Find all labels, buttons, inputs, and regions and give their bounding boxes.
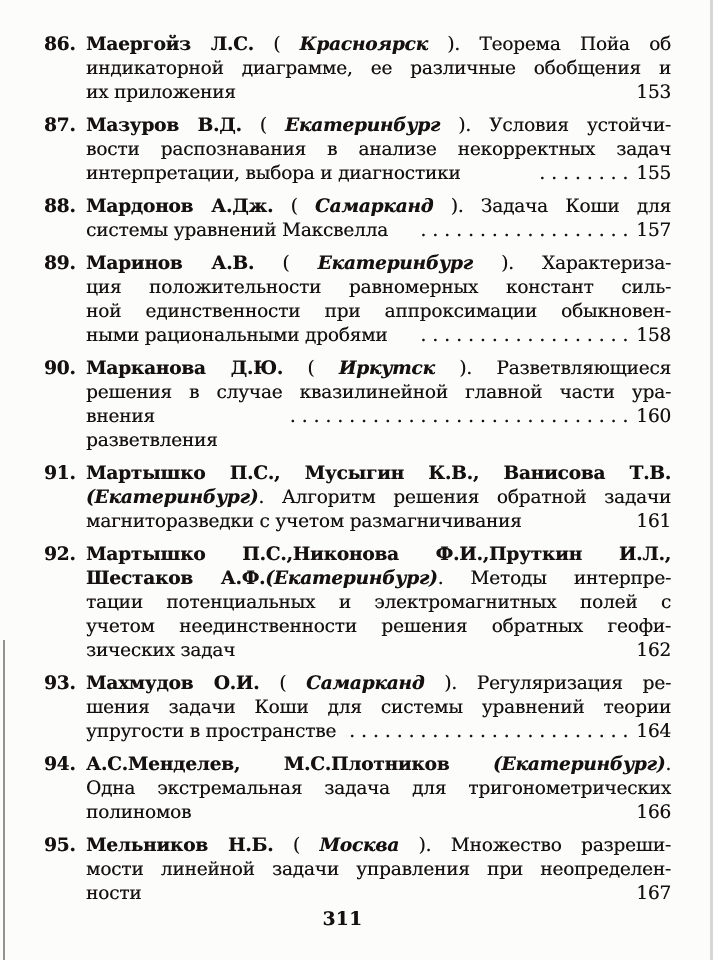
entry-body	[86, 672, 671, 744]
title-text: (	[283, 358, 339, 379]
title-text: упругости в пространстве	[86, 721, 337, 742]
dot-leader: .............................	[289, 406, 635, 427]
page-ref: 167	[636, 883, 671, 904]
title-text: внения разветвления	[86, 406, 218, 451]
author-name: А.С.Менделев, М.С.Плотников	[86, 754, 493, 775]
city-name: Екатеринбург	[284, 115, 441, 136]
title-text: ). Теорема Пойа об	[427, 34, 671, 55]
entry-number: 88.	[44, 196, 76, 217]
toc-entry	[44, 543, 713, 663]
entry-line	[86, 591, 671, 615]
title-text: ). Задача Коши для	[433, 196, 671, 217]
entry-number: 90.	[44, 358, 76, 379]
entry-body	[86, 462, 671, 534]
title-text: ности	[86, 883, 142, 904]
entry-line	[86, 834, 671, 858]
page-ref: 157	[636, 220, 671, 241]
dot-leader: ........	[539, 163, 635, 184]
page-ref: 160	[636, 406, 671, 427]
toc-entry	[44, 834, 713, 906]
toc-entry	[44, 33, 713, 105]
entry-line	[86, 138, 671, 162]
entry-number: 92.	[44, 544, 76, 565]
title-text: . Алгоритм решения обратной задачи	[258, 487, 671, 508]
toc-entry	[44, 252, 713, 348]
title-text: интерпретации, выбора и диагностики	[86, 163, 461, 184]
title-text: (	[273, 835, 320, 856]
entry-line	[86, 801, 671, 825]
author-name: Шестаков А.Ф.	[86, 568, 266, 589]
city-name: Самарканд	[315, 196, 434, 217]
page-ref: 155	[636, 163, 671, 184]
entry-number: 95.	[44, 835, 76, 856]
page-ref: 161	[636, 511, 671, 532]
title-text: магниторазведки с учетом размагничивания	[86, 511, 522, 532]
title-text: .	[665, 754, 671, 775]
author-name: Маринов А.В.	[86, 253, 255, 274]
title-text: ). Разветвляющиеся	[434, 358, 671, 379]
page-number: 311	[322, 909, 363, 930]
entry-line	[86, 543, 671, 567]
entry-line	[86, 324, 671, 348]
author-name: Марканова Д.Ю.	[86, 358, 283, 379]
entry-number: 89.	[44, 253, 76, 274]
page-ref: 153	[636, 82, 671, 103]
title-text: ). Регуляризация ре-	[424, 673, 671, 694]
author-name: Мартышко П.С., Мусыгин К.В., Ванисова Т.В.	[86, 463, 671, 484]
title-text: решения в случае квазилинейной главной части ура-	[86, 382, 671, 403]
entry-number: 87.	[44, 115, 76, 136]
title-text: полиномов	[86, 802, 192, 823]
author-name: Маергойз Л.С.	[86, 34, 254, 55]
toc-entry	[44, 195, 713, 243]
entry-number: 94.	[44, 754, 76, 775]
title-text: системы уравнений Максвелла	[86, 220, 388, 241]
title-text: ). Условия устойчи-	[440, 115, 671, 136]
title-text: тации потенциальных и электромагнитных полей с	[86, 592, 671, 613]
title-text: ция положительности равномерных констант силь-	[86, 277, 671, 298]
entry-number: 91.	[44, 463, 76, 484]
page-ref: 166	[636, 802, 671, 823]
entry-body	[86, 834, 671, 906]
author-name: Мартышко П.С.,Никонова Ф.И.,Пруткин И.Л.,	[86, 544, 671, 565]
entry-line	[86, 381, 671, 405]
entry-line	[86, 33, 671, 57]
toc-entry	[44, 672, 713, 744]
city-name: (Екатеринбург)	[86, 487, 259, 508]
entry-line	[86, 567, 671, 591]
entry-line	[86, 162, 671, 186]
page-ref: 158	[636, 325, 671, 346]
city-name: (Екатеринбург)	[265, 568, 438, 589]
toc-entry	[44, 462, 713, 534]
entry-line	[86, 753, 671, 777]
title-text: зических задач	[86, 640, 236, 661]
entry-number: 93.	[44, 673, 76, 694]
scan-edge-artifact	[3, 640, 5, 960]
title-text: их приложения	[86, 82, 236, 103]
page-ref: 164	[636, 721, 671, 742]
entry-body	[86, 753, 671, 825]
entry-line	[86, 195, 671, 219]
title-text: ной единственности при аппроксимации обыкновен-	[86, 301, 671, 322]
entry-body	[86, 252, 671, 348]
entry-line	[86, 57, 671, 81]
author-name: Мельников Н.Б.	[86, 835, 274, 856]
city-name: Красноярск	[299, 34, 428, 55]
entry-line	[86, 252, 671, 276]
entry-line	[86, 81, 671, 105]
entry-line	[86, 672, 671, 696]
title-text: (	[254, 253, 318, 274]
entry-line	[86, 486, 671, 510]
entry-line	[86, 510, 671, 534]
entry-line	[86, 114, 671, 138]
title-text: вости распознавания в анализе некорректных задач	[86, 139, 671, 160]
entry-line	[86, 639, 671, 663]
entry-line	[86, 858, 671, 882]
entry-number: 86.	[44, 34, 76, 55]
toc-entry	[44, 753, 713, 825]
entry-line	[86, 696, 671, 720]
entry-body	[86, 114, 671, 186]
title-text: индикаторной диаграмме, ее различные обобщения и	[86, 58, 671, 79]
entry-line	[86, 219, 671, 243]
entry-line	[86, 462, 671, 486]
title-text: ными рациональными дробями	[86, 325, 388, 346]
city-name: Самарканд	[306, 673, 425, 694]
page-ref: 162	[636, 640, 671, 661]
entry-line	[86, 357, 671, 381]
entry-body	[86, 543, 671, 663]
title-text: (	[273, 196, 316, 217]
author-name: Мардонов А.Дж.	[86, 196, 274, 217]
author-name: Мазуров В.Д.	[86, 115, 242, 136]
title-text: (	[259, 673, 307, 694]
title-text: . Методы интерпре-	[437, 568, 671, 589]
title-text: Одна экстремальная задача для тригонометрических	[86, 778, 671, 799]
dot-leader: ........................	[349, 721, 635, 742]
entry-line	[86, 405, 671, 453]
entry-body	[86, 357, 671, 453]
entry-body	[86, 33, 671, 105]
title-text: учетом неединственности решения обратных геофи-	[86, 616, 671, 637]
title-text: (	[241, 115, 285, 136]
author-name: Махмудов О.И.	[86, 673, 260, 694]
dot-leader: ..................	[420, 325, 635, 346]
entry-line	[86, 276, 671, 300]
title-text: мости линейной задачи управления при неопределен-	[86, 859, 671, 880]
city-name: (Екатеринбург)	[493, 754, 666, 775]
city-name: Иркутск	[338, 358, 435, 379]
entry-line	[86, 615, 671, 639]
title-text: (	[253, 34, 300, 55]
title-text: шения задачи Коши для системы уравнений теории	[86, 697, 671, 718]
toc-entry	[44, 114, 713, 186]
city-name: Екатеринбург	[317, 253, 473, 274]
toc-entry	[44, 357, 713, 453]
entry-line	[86, 882, 671, 906]
title-text: ). Множество разреши-	[399, 835, 671, 856]
title-text: ). Характериза-	[472, 253, 671, 274]
entry-line	[86, 300, 671, 324]
entry-line	[86, 720, 671, 744]
entry-body	[86, 195, 671, 243]
city-name: Москва	[319, 835, 399, 856]
dot-leader: ..................	[420, 220, 635, 241]
entry-line	[86, 777, 671, 801]
